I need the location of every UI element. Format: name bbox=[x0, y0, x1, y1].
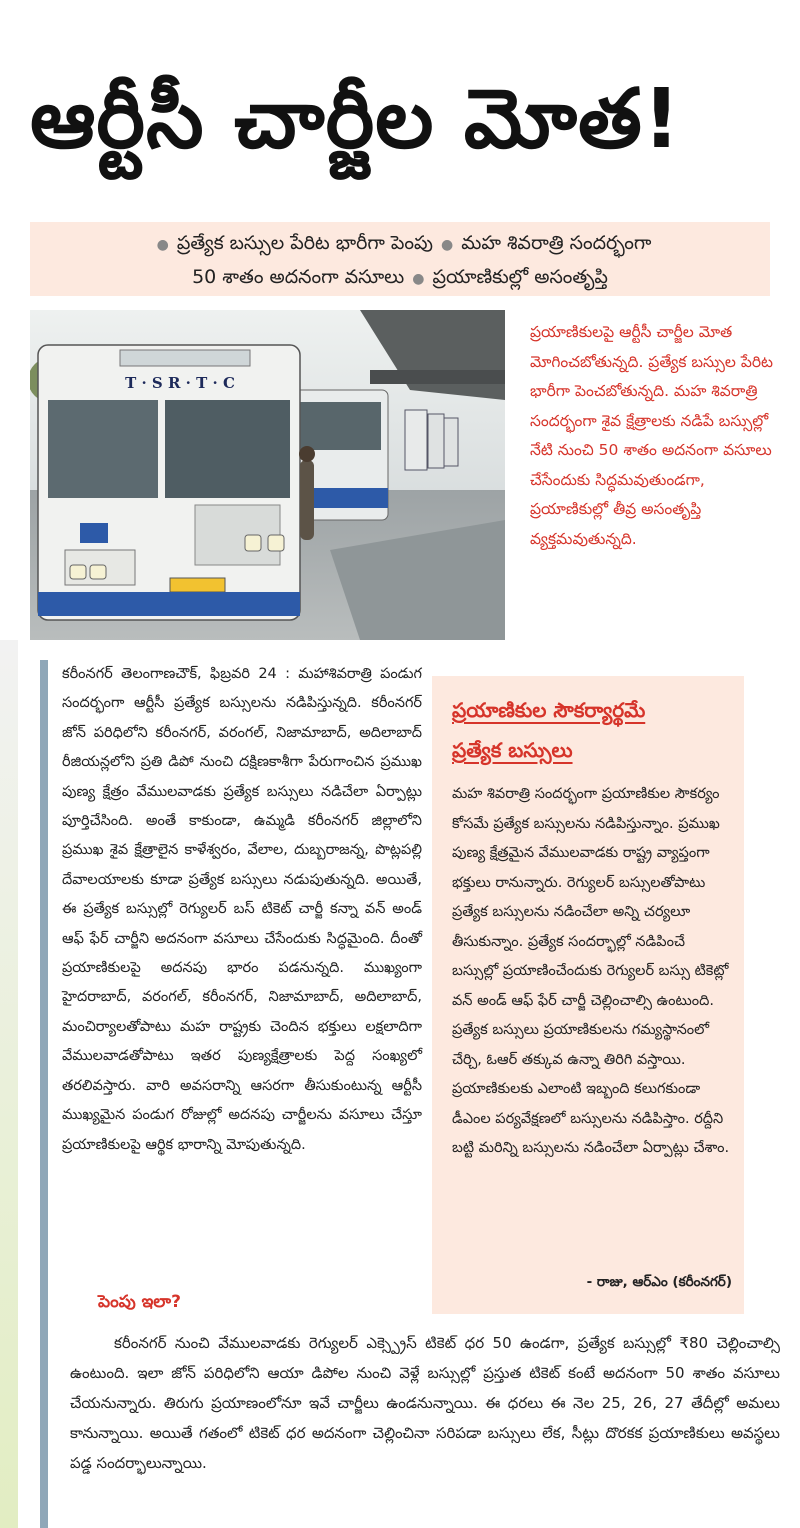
bullet-icon: ● bbox=[441, 237, 454, 253]
kicker-box bbox=[30, 222, 770, 296]
kicker-point-4: ప్రయాణికుల్లో అసంతృప్తి bbox=[432, 266, 608, 288]
kicker-point-3: 50 శాతం అదనంగా వసూలు bbox=[192, 266, 405, 288]
bottom-paragraph bbox=[70, 1328, 780, 1478]
bottom-paragraph-text: కరీంనగర్ నుంచి వేములవాడకు రెగ్యులర్ ఎక్స్ప్రెస్ టికెట్ ధర 50 ఉండగా, ప్రత్యేక బస్సుల్లో ₹80 చెల్లించాల్సి ఉంటుంది. ఇలా జోన్ పరిధిలోని ఆయా డిపోల నుంచి వెళ్లే బస్సుల్లో ప్రస్తుత టికెట్ కంటే అదనంగా 50 శాతం వసూలు చేయనున్నారు. తిరుగు ప్రయాణంలోనూ ఇవే చార్జీలు ఉండనున్నాయి. ఈ ధరలు ఈ నెల 25, 26, 27 తేదీల్లో అమలు కానున్నాయి. అయితే గతంలో టికెట్ ధర అదనంగా చెల్లించినా సరిపడా బస్సులు లేక, సీట్లు దొరకక ప్రయాణికులు అవస్థలు పడ్డ సందర్భాలున్నాయి. bbox=[70, 1334, 780, 1472]
sidebar-title bbox=[452, 690, 732, 770]
sidebar-box bbox=[432, 676, 744, 1314]
sidebar-title-line-2: ప్రత్యేక బస్సులు bbox=[452, 738, 573, 762]
bullet-icon: ● bbox=[412, 271, 425, 287]
body-article: కరీంనగర్ తెలంగాణచౌక్, ఫిబ్రవరి 24 : మహాశివరాత్రి పండుగ సందర్భంగా ఆర్టీసీ ప్రత్యేక బస్సులను నడిపిస్తున్నది. కరీంనగర్ జోన్ పరిధిలోని కరీంనగర్, వరంగల్, నిజామాబాద్, అదిలాబాద్ రీజియన్లలోని ప్రతి డిపో నుంచి దక్షిణకాశీగా పేరుగాంచిన ప్రముఖ పుణ్య క్షేత్రం వేములవాడకు ప్రత్యేక బస్సులు నడిచేలా ఏర్పాట్లు పూర్తిచేసింది. అంతే కాకుండా, ఉమ్మడి కరీంనగర్ జిల్లాలోని ప్రముఖ శైవ క్షేత్రాలైన కాళేశ్వరం, వేలాల, దుబ్బరాజన్న, పొట్లపల్లి దేవాలయాలకు కూడా ప్రత్యేక బస్సులు నడుపుతున్నది. అయితే, ఈ ప్రత్యేక బస్సుల్లో రెగ్యులర్ బస్ టికెట్ చార్జీ కన్నా వన్ అండ్ ఆఫ్ ఫేర్ చార్జీని అదనంగా వసూలు చేసేందుకు సిద్ధమైంది. దీంతో ప్రయాణికులపై అదనపు భారం పడనున్నది. ముఖ్యంగా హైదరాబాద్, వరంగల్, కరీంనగర్, నిజామాబాద్, అదిలాబాద్, మంచిర్యాలతోపాటు మహ రాష్ట్రకు చెందిన భక్తులు లక్షలాదిగా వేములవాడతోపాటు ఇతర పుణ్యక్షేత్రాలకు పెద్ద సంఖ్యలో తరలివస్తారు. వారి అవసరాన్ని ఆసరగా తీసుకుంటున్న ఆర్టీసీ ముఖ్యమైన పండుగ రోజుల్లో అదనపు చార్జీలను వసూలు చేస్తూ ప్రయాణికులపై ఆర్థిక భారాన్ని మోపుతున్నది. bbox=[62, 666, 422, 1153]
column-rule bbox=[40, 660, 48, 1528]
bus-photo bbox=[30, 310, 505, 640]
sidebar-credit: - రాజు, ఆర్ఎం (కరీంనగర్) bbox=[586, 1274, 732, 1290]
kicker-point-1: ప్రత్యేక బస్సుల పేరిట భారీగా పెంపు bbox=[176, 232, 433, 254]
lead-paragraph: ప్రయాణికులపై ఆర్టీసీ చార్జీల మోత మోగించబోతున్నది. ప్రత్యేక బస్సుల పేరిట భారీగా పెంచబోతున్నది. మహ శివరాత్రి సందర్భంగా శైవ క్షేత్రాలకు నడిపే బస్సుల్లో నేటి నుంచి 50 శాతం అదనంగా వసూలు చేసేందుకు సిద్ధమవుతుండగా, ప్రయాణికుల్లో తీవ్ర అసంతృప్తి వ్యక్తమవుతున్నది. bbox=[530, 323, 774, 548]
sidebar-title-line-1: ప్రయాణికుల సౌకర్యార్థమే bbox=[452, 698, 646, 722]
kicker-row-1 bbox=[30, 227, 770, 261]
left-margin-strip bbox=[0, 640, 18, 1528]
bus-board-text: T · S R · T · C bbox=[125, 374, 235, 392]
kicker-row-2 bbox=[30, 261, 770, 295]
bus-photo-illustration bbox=[30, 310, 505, 640]
headline: ఆర్టీసీ చార్జీల మోత! bbox=[30, 72, 682, 167]
bullet-icon: ● bbox=[156, 237, 169, 253]
subheading-pempu: పెంపు ఇలా? bbox=[98, 1292, 181, 1312]
kicker-point-2: మహ శివరాత్రి సందర్భంగా bbox=[461, 232, 652, 254]
sidebar-body: మహ శివరాత్రి సందర్భంగా ప్రయాణికుల సౌకర్యం కోసమే ప్రత్యేక బస్సులను నడిపిస్తున్నాం. ప్రముఖ పుణ్య క్షేత్రమైన వేములవాడకు రాష్ట్ర వ్యాప్తంగా భక్తులు రానున్నారు. రెగ్యులర్ బస్సులతోపాటు ప్రత్యేక బస్సులను నడించేలా అన్ని చర్యలూ తీసుకున్నాం. ప్రత్యేక సందర్భాల్లో నడిపించే బస్సుల్లో ప్రయాణించేందుకు రెగ్యులర్ బస్సు టికెట్లో వన్ అండ్ ఆఫ్ ఫేర్ చార్జీ చెల్లించాల్సి ఉంటుంది. ప్రత్యేక బస్సులు ప్రయాణికులను గమ్యస్థానంలో చేర్చి, ఓఆర్ తక్కువ ఉన్నా తిరిగి వస్తాయి. ప్రయాణికులకు ఎలాంటి ఇబ్బంది కలుగకుండా డీఎంల పర్యవేక్షణలో బస్సులను నడిపిస్తాం. రద్దీని బట్టి మరిన్ని బస్సులను నడించేలా ఏర్పాట్లు చేశాం. bbox=[452, 786, 730, 1156]
